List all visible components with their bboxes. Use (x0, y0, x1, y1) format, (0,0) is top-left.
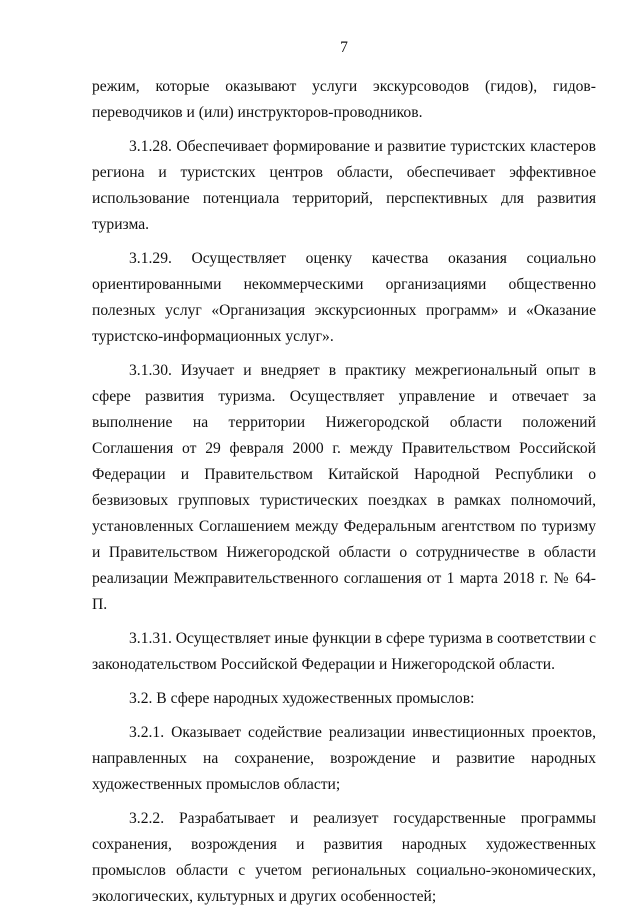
paragraph-continuation: режим, которые оказывают услуги экскурсоводов (гидов), гидов-переводчиков и (или) инструкторов-проводников. (92, 78, 596, 121)
paragraph-3-2-2: 3.2.2. Разрабатывает и реализует государственные программы сохранения, возрождения и развития народных художественных промыслов области с учетом региональных социально-экономических, экологических, культурных и других особенностей; (92, 810, 596, 905)
paragraph-3-2-1: 3.2.1. Оказывает содействие реализации инвестиционных проектов, направленных на сохранение, возрождение и развитие народных художественных промыслов области; (92, 724, 596, 793)
page-number: 7 (340, 39, 348, 56)
paragraph-3-1-31: 3.1.31. Осуществляет иные функции в сфере туризма в соответствии с законодательством Российской Федерации и Нижегородской области. (92, 630, 596, 673)
paragraph-3-1-30: 3.1.30. Изучает и внедряет в практику межрегиональный опыт в сфере развития туризма. Осуществляет управление и отвечает за выполнение на территории Нижегородской области положений Соглашения от 29 февраля 2000 г. между Правительством Российской Федерации и Правительством Китайской Народной Республики о безвизовых групповых туристических поездках в рамках полномочий, установленных Соглашением между Федеральным агентством по туризму и Правительством Нижегородской области о сотрудничестве в области реализации Межправительственного соглашения от 1 марта 2018 г. № 64-П. (92, 362, 596, 613)
paragraph-3-2: 3.2. В сфере народных художественных промыслов: (129, 690, 475, 707)
paragraph-3-1-28: 3.1.28. Обеспечивает формирование и развитие туристских кластеров региона и туристских центров области, обеспечивает эффективное использование потенциала территорий, перспективных для развития туризма. (92, 138, 596, 233)
paragraph-3-1-29: 3.1.29. Осуществляет оценку качества оказания социально ориентированными некоммерческими организациями общественно полезных услуг «Организация экскурсионных программ» и «Оказание туристско-информационных услуг». (92, 250, 596, 345)
